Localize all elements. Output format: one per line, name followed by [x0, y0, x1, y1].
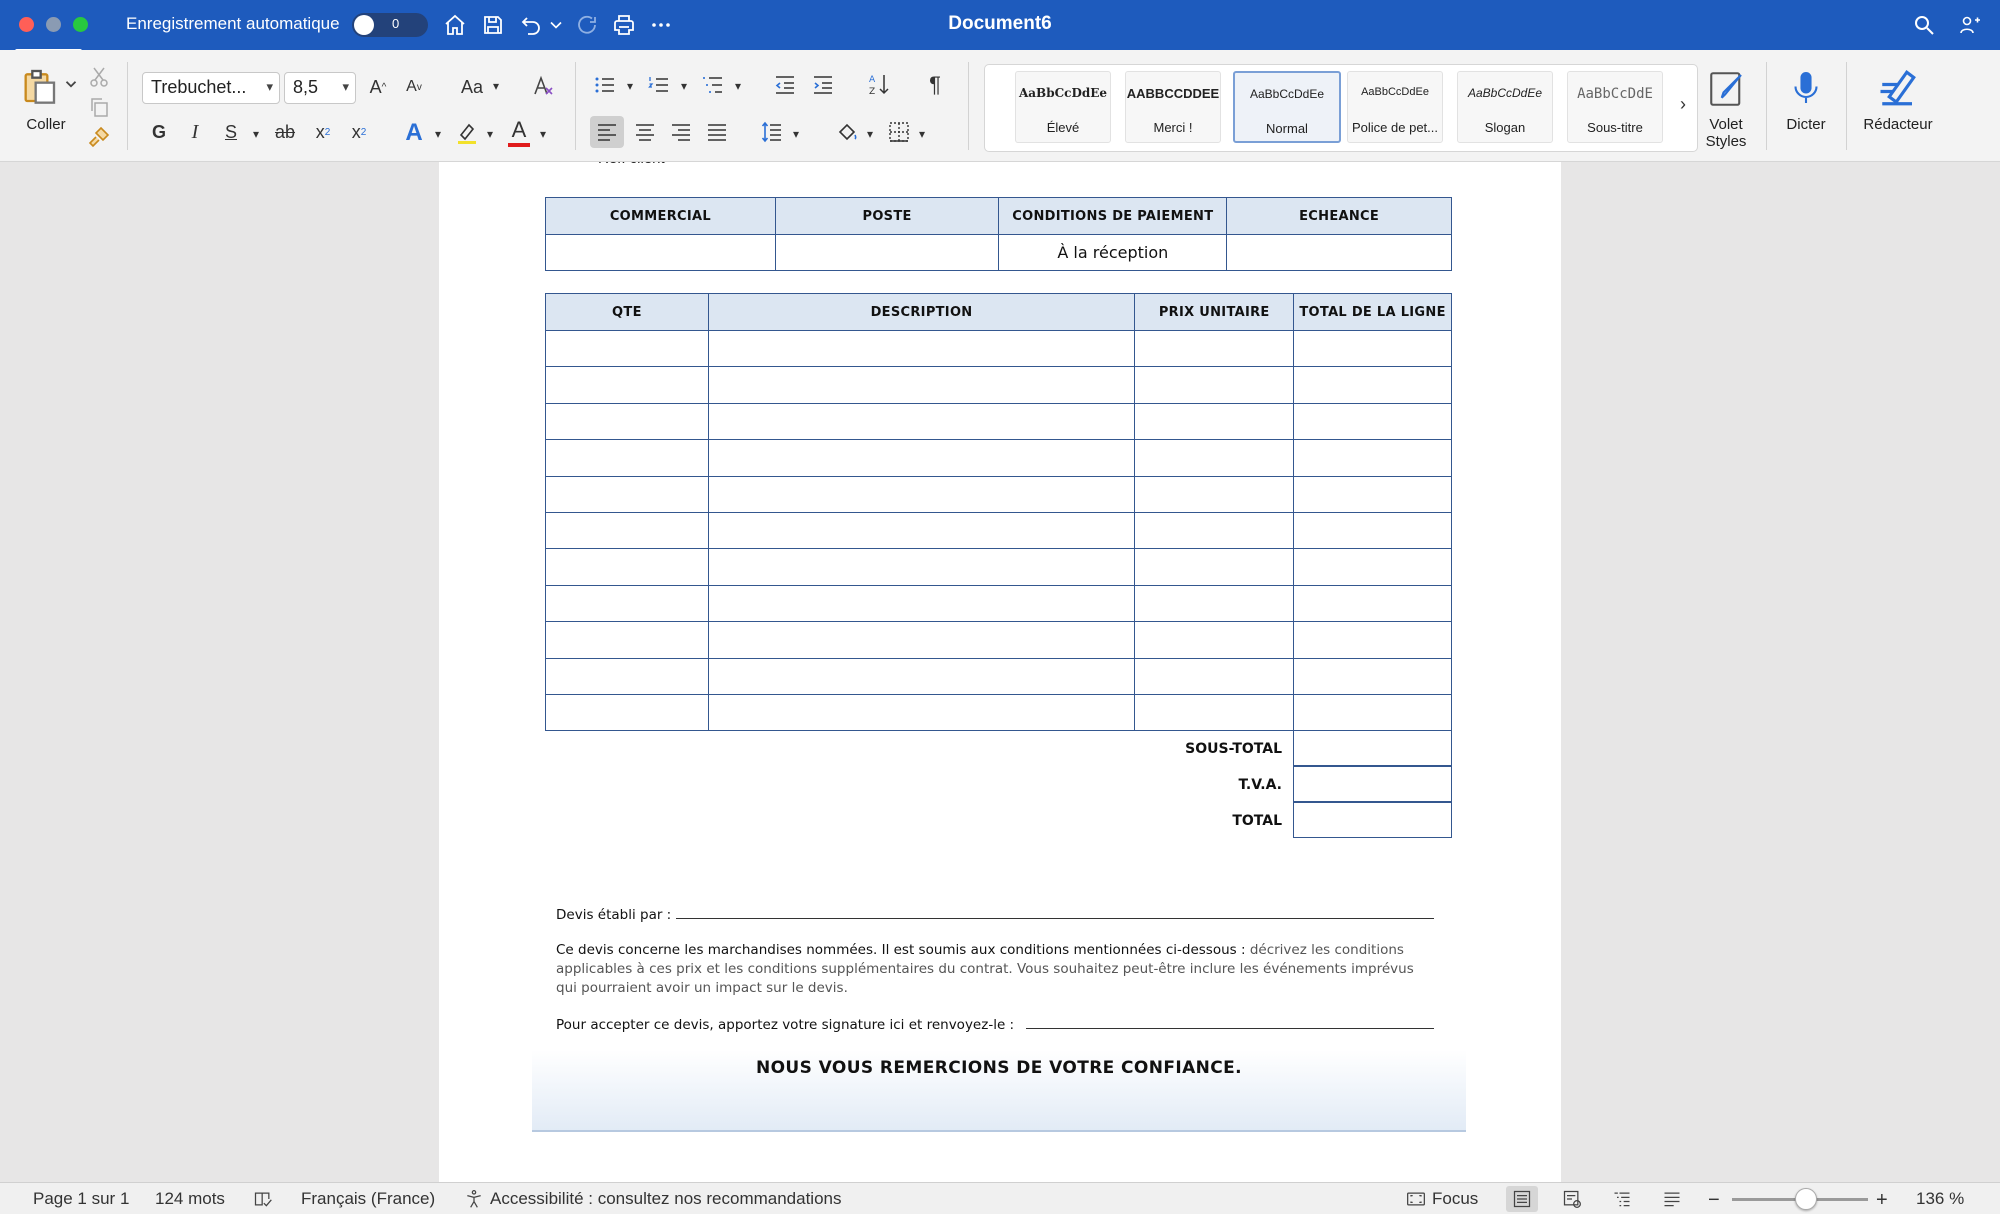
chevron-down-icon[interactable]: ▾ — [626, 79, 634, 93]
chevron-down-icon[interactable]: ▾ — [434, 127, 442, 141]
style-eleve[interactable] — [1015, 71, 1111, 143]
cut-icon[interactable] — [86, 64, 112, 90]
accessibility-status[interactable] — [464, 1189, 842, 1209]
table-cell[interactable] — [1294, 585, 1452, 621]
vat-field[interactable] — [1293, 766, 1452, 802]
table-cell[interactable] — [1294, 622, 1452, 658]
table-cell[interactable] — [1135, 694, 1294, 730]
align-left-icon[interactable] — [590, 116, 624, 148]
document-title: Document6 — [948, 13, 1052, 34]
table-header-total-ligne: TOTAL DE LA LIGNE — [1294, 294, 1452, 331]
table-cell[interactable] — [546, 658, 709, 694]
table-row — [546, 367, 1452, 403]
autosave-label: Enregistrement automatique — [126, 14, 340, 33]
ribbon-separator — [968, 62, 969, 150]
table-cell[interactable] — [1135, 512, 1294, 548]
shading-icon[interactable] — [832, 116, 862, 148]
table-row — [546, 235, 1452, 271]
table-cell[interactable] — [1135, 549, 1294, 585]
increase-indent-icon[interactable] — [808, 70, 838, 100]
font-size-select[interactable] — [284, 72, 356, 104]
chevron-down-icon[interactable]: ▾ — [866, 127, 874, 141]
font-name-select[interactable] — [142, 72, 280, 104]
word-count[interactable]: 124 mots — [155, 1189, 225, 1208]
text-effects-icon[interactable]: A — [405, 119, 423, 146]
chevron-down-icon[interactable]: ▾ — [680, 79, 688, 93]
font-size-value: 8,5 — [293, 77, 319, 97]
table-cell[interactable] — [1135, 476, 1294, 512]
table-cell[interactable] — [546, 694, 709, 730]
accept-label: Pour accepter ce devis, apportez votre signature ici et renvoyez-le : — [556, 1017, 1015, 1033]
table-cell[interactable] — [546, 585, 709, 621]
subscript-label: x — [315, 121, 325, 142]
total-field[interactable] — [1293, 802, 1452, 838]
table-header-qte: QTE — [546, 294, 709, 331]
shrink-font-icon[interactable]: A v — [406, 78, 422, 95]
decrease-indent-icon[interactable] — [770, 70, 800, 100]
table-cell[interactable] — [546, 403, 709, 439]
svg-text:A: A — [869, 75, 876, 85]
editor-label: Rédacteur — [1863, 116, 1933, 133]
table-cell[interactable] — [708, 476, 1135, 512]
font-color-icon[interactable]: A — [504, 116, 534, 148]
chevron-down-icon[interactable]: ▾ — [734, 79, 742, 93]
table-cell[interactable] — [708, 549, 1135, 585]
style-name: Police de pet... — [1352, 120, 1438, 135]
strikethrough-label: ab — [274, 121, 296, 142]
paste-icon[interactable] — [18, 64, 60, 108]
table-cell[interactable] — [1135, 331, 1294, 367]
table-cell[interactable] — [1294, 331, 1452, 367]
status-bar — [0, 1182, 2000, 1214]
justify-icon[interactable] — [700, 116, 734, 148]
subtotal-label: SOUS-TOTAL — [1185, 741, 1282, 757]
table-cell[interactable] — [1294, 367, 1452, 403]
align-center-icon[interactable] — [628, 116, 662, 148]
bold-label: G — [151, 121, 166, 142]
style-sample: AaBbCcDdEe — [1467, 86, 1543, 100]
editor-icon[interactable] — [1876, 64, 1920, 112]
table-cell[interactable] — [708, 512, 1135, 548]
focus-label: Focus — [1432, 1189, 1479, 1208]
table-row — [546, 549, 1452, 585]
superscript-label: x — [351, 121, 361, 142]
prepared-by-label: Devis établi par : — [556, 907, 672, 923]
table-cell[interactable] — [708, 403, 1135, 439]
autosave-state: 0 — [392, 16, 400, 31]
conditions-paragraph — [556, 941, 1438, 998]
line-items-table — [545, 293, 1452, 731]
search-icon[interactable] — [1909, 10, 1939, 40]
styles-pane-label-2: Styles — [1705, 133, 1747, 150]
ribbon-separator — [575, 62, 576, 150]
table-row — [546, 440, 1452, 476]
table-cell[interactable] — [708, 331, 1135, 367]
table-cell[interactable]: À la réception — [999, 235, 1227, 271]
ribbon-separator — [1846, 62, 1847, 150]
table-cell[interactable] — [1294, 512, 1452, 548]
styles-pane-icon[interactable] — [1704, 66, 1750, 112]
page-count[interactable]: Page 1 sur 1 — [33, 1189, 130, 1208]
table-row — [546, 694, 1452, 730]
style-sample: AaBbCcDdEe — [1361, 86, 1429, 98]
table-cell[interactable] — [546, 440, 709, 476]
underline-label: S — [224, 121, 237, 142]
borders-icon[interactable] — [884, 116, 914, 148]
microphone-icon[interactable] — [1788, 64, 1824, 112]
table-row — [546, 622, 1452, 658]
chevron-down-icon: ▾ — [342, 79, 349, 94]
svg-text:Z: Z — [869, 87, 876, 96]
table-cell[interactable] — [1294, 658, 1452, 694]
copy-icon[interactable] — [86, 94, 112, 120]
chevron-down-icon[interactable]: ▾ — [918, 127, 926, 141]
underline-button[interactable] — [218, 118, 244, 146]
superscript-button[interactable]: x 2 — [351, 121, 367, 142]
accept-line — [556, 1015, 1438, 1033]
zoom-slider-thumb[interactable] — [1795, 1188, 1817, 1210]
style-slogan[interactable] — [1457, 71, 1553, 143]
italic-button[interactable] — [182, 118, 208, 146]
total-label: TOTAL — [1232, 813, 1282, 829]
zoom-level[interactable]: 136 % — [1916, 1189, 1965, 1208]
table-cell[interactable] — [708, 658, 1135, 694]
table-row — [546, 476, 1452, 512]
table-cell[interactable] — [1135, 367, 1294, 403]
change-case-button[interactable] — [456, 72, 488, 102]
style-name: Sous-titre — [1587, 120, 1643, 135]
table-cell[interactable] — [546, 622, 709, 658]
paste-label: Coller — [26, 116, 66, 133]
share-icon[interactable] — [1955, 10, 1985, 40]
table-header-prix-unitaire: PRIX UNITAIRE — [1135, 294, 1294, 331]
table-cell[interactable] — [546, 549, 709, 585]
web-layout-icon[interactable] — [1562, 1189, 1582, 1209]
focus-icon — [1406, 1189, 1426, 1209]
chevron-down-icon[interactable]: ▾ — [792, 127, 800, 141]
chevron-down-icon[interactable]: ▾ — [252, 127, 260, 141]
table-cell[interactable] — [708, 440, 1135, 476]
table-header-commercial: COMMERCIAL — [546, 198, 776, 235]
style-sample: AABBCCDDEE — [1126, 86, 1220, 101]
table-cell[interactable] — [1135, 440, 1294, 476]
italic-label: I — [191, 120, 199, 143]
table-cell[interactable] — [1135, 585, 1294, 621]
dictate-label: Dicter — [1786, 116, 1826, 133]
table-header-poste: POSTE — [775, 198, 999, 235]
draft-view-icon[interactable] — [1662, 1189, 1682, 1209]
table-cell[interactable] — [546, 235, 776, 271]
thanks-text: NOUS VOUS REMERCIONS DE VOTRE CONFIANCE. — [755, 1058, 1243, 1078]
style-merci[interactable] — [1125, 71, 1221, 143]
proofing-icon[interactable] — [253, 1189, 273, 1209]
language-status[interactable]: Français (France) — [301, 1189, 436, 1208]
highlight-icon[interactable] — [452, 118, 482, 148]
style-name: Élevé — [1046, 120, 1080, 135]
ribbon-separator — [1766, 62, 1767, 150]
chevron-down-icon[interactable]: ▾ — [539, 127, 547, 141]
grow-font-icon[interactable]: A ^ — [369, 76, 387, 97]
table-cell[interactable] — [546, 476, 709, 512]
table-cell[interactable] — [1227, 235, 1452, 271]
table-cell[interactable] — [775, 235, 999, 271]
outline-view-icon[interactable] — [1612, 1189, 1632, 1209]
table-row — [546, 512, 1452, 548]
chevron-down-icon: ▾ — [266, 79, 273, 94]
multilevel-list-icon[interactable] — [698, 70, 728, 100]
table-header-description: DESCRIPTION — [708, 294, 1135, 331]
subscript-button[interactable]: x 2 — [315, 121, 331, 142]
table-row — [546, 403, 1452, 439]
align-right-icon[interactable] — [664, 116, 698, 148]
style-normal[interactable] — [1233, 71, 1341, 143]
table-cell[interactable] — [708, 367, 1135, 403]
table-cell[interactable] — [708, 622, 1135, 658]
prepared-by-blank[interactable] — [676, 905, 1434, 919]
style-sample: AaBbCcDdEe — [1018, 86, 1108, 100]
show-formatting-icon[interactable]: ¶ — [929, 72, 941, 97]
table-cell[interactable] — [1294, 440, 1452, 476]
signature-blank[interactable] — [1026, 1015, 1434, 1029]
sales-info-table — [545, 197, 1452, 271]
styles-pane-label — [1696, 116, 1756, 150]
paste-dropdown-icon[interactable] — [62, 74, 80, 94]
table-row — [546, 658, 1452, 694]
accessibility-icon — [464, 1189, 484, 1209]
focus-button[interactable] — [1406, 1189, 1478, 1209]
table-row — [546, 331, 1452, 367]
style-police-petite[interactable] — [1347, 71, 1443, 143]
sort-icon[interactable] — [864, 68, 894, 100]
styles-pane-label-1: Volet — [1709, 116, 1743, 133]
styles-gallery — [984, 64, 1698, 152]
style-sample: AaBbCcDdEe — [1249, 87, 1325, 101]
chevron-down-icon[interactable]: ▾ — [486, 127, 494, 141]
conditions-placeholder[interactable]: décrivez les conditions applicables à ces prix et les conditions supplémentaires du contrat. Vous souhaitez peut-être inclure les événements imprévus qui pourraient avoir un impact sur le devis. — [556, 942, 1414, 996]
style-sous-titre[interactable] — [1567, 71, 1663, 143]
change-case-label: Aa — [460, 76, 484, 97]
table-row — [546, 585, 1452, 621]
title-bar — [0, 0, 2000, 50]
table-cell[interactable] — [546, 512, 709, 548]
print-layout-icon[interactable] — [1506, 1186, 1538, 1212]
clear-formatting-icon[interactable] — [528, 70, 558, 102]
prepared-by-line — [556, 905, 1438, 923]
table-cell[interactable] — [546, 367, 709, 403]
accessibility-text: Accessibilité : consultez nos recommandations — [490, 1189, 842, 1208]
table-cell[interactable] — [1294, 694, 1452, 730]
zoom-in-button[interactable]: + — [1876, 1189, 1888, 1211]
table-cell[interactable] — [1135, 622, 1294, 658]
table-cell[interactable] — [1294, 403, 1452, 439]
style-name: Merci ! — [1153, 120, 1193, 135]
thanks-banner — [532, 1050, 1466, 1132]
subtotal-field[interactable] — [1293, 730, 1452, 766]
style-sample: AaBbCcDdE — [1577, 86, 1653, 102]
table-cell[interactable] — [708, 585, 1135, 621]
strikethrough-button[interactable] — [270, 118, 300, 146]
chevron-down-icon[interactable]: ▾ — [492, 79, 500, 93]
style-name: Slogan — [1484, 120, 1526, 135]
font-name-value: Trebuchet... — [151, 77, 247, 97]
ribbon-separator — [127, 62, 128, 150]
zoom-out-button[interactable]: − — [1708, 1189, 1720, 1211]
bullets-icon[interactable] — [590, 70, 620, 100]
format-painter-icon[interactable] — [86, 124, 112, 150]
numbering-icon[interactable] — [644, 70, 674, 100]
table-cell[interactable] — [708, 694, 1135, 730]
line-spacing-icon[interactable] — [756, 116, 788, 148]
bold-button[interactable] — [146, 118, 172, 146]
table-cell[interactable] — [546, 331, 709, 367]
table-cell[interactable] — [1294, 476, 1452, 512]
table-header-echeance: ECHEANCE — [1227, 198, 1452, 235]
vat-label: T.V.A. — [1238, 777, 1282, 793]
table-cell[interactable] — [1294, 549, 1452, 585]
chevron-right-icon[interactable]: › — [1680, 93, 1686, 114]
style-name: Normal — [1266, 121, 1308, 136]
table-header-conditions: CONDITIONS DE PAIEMENT — [999, 198, 1227, 235]
conditions-bold: Ce devis concerne les marchandises nommées. Il est soumis aux conditions mentionnées ci-dessous : — [556, 942, 1246, 958]
table-cell[interactable] — [1135, 403, 1294, 439]
table-cell[interactable] — [1135, 658, 1294, 694]
ribbon — [0, 50, 2000, 162]
